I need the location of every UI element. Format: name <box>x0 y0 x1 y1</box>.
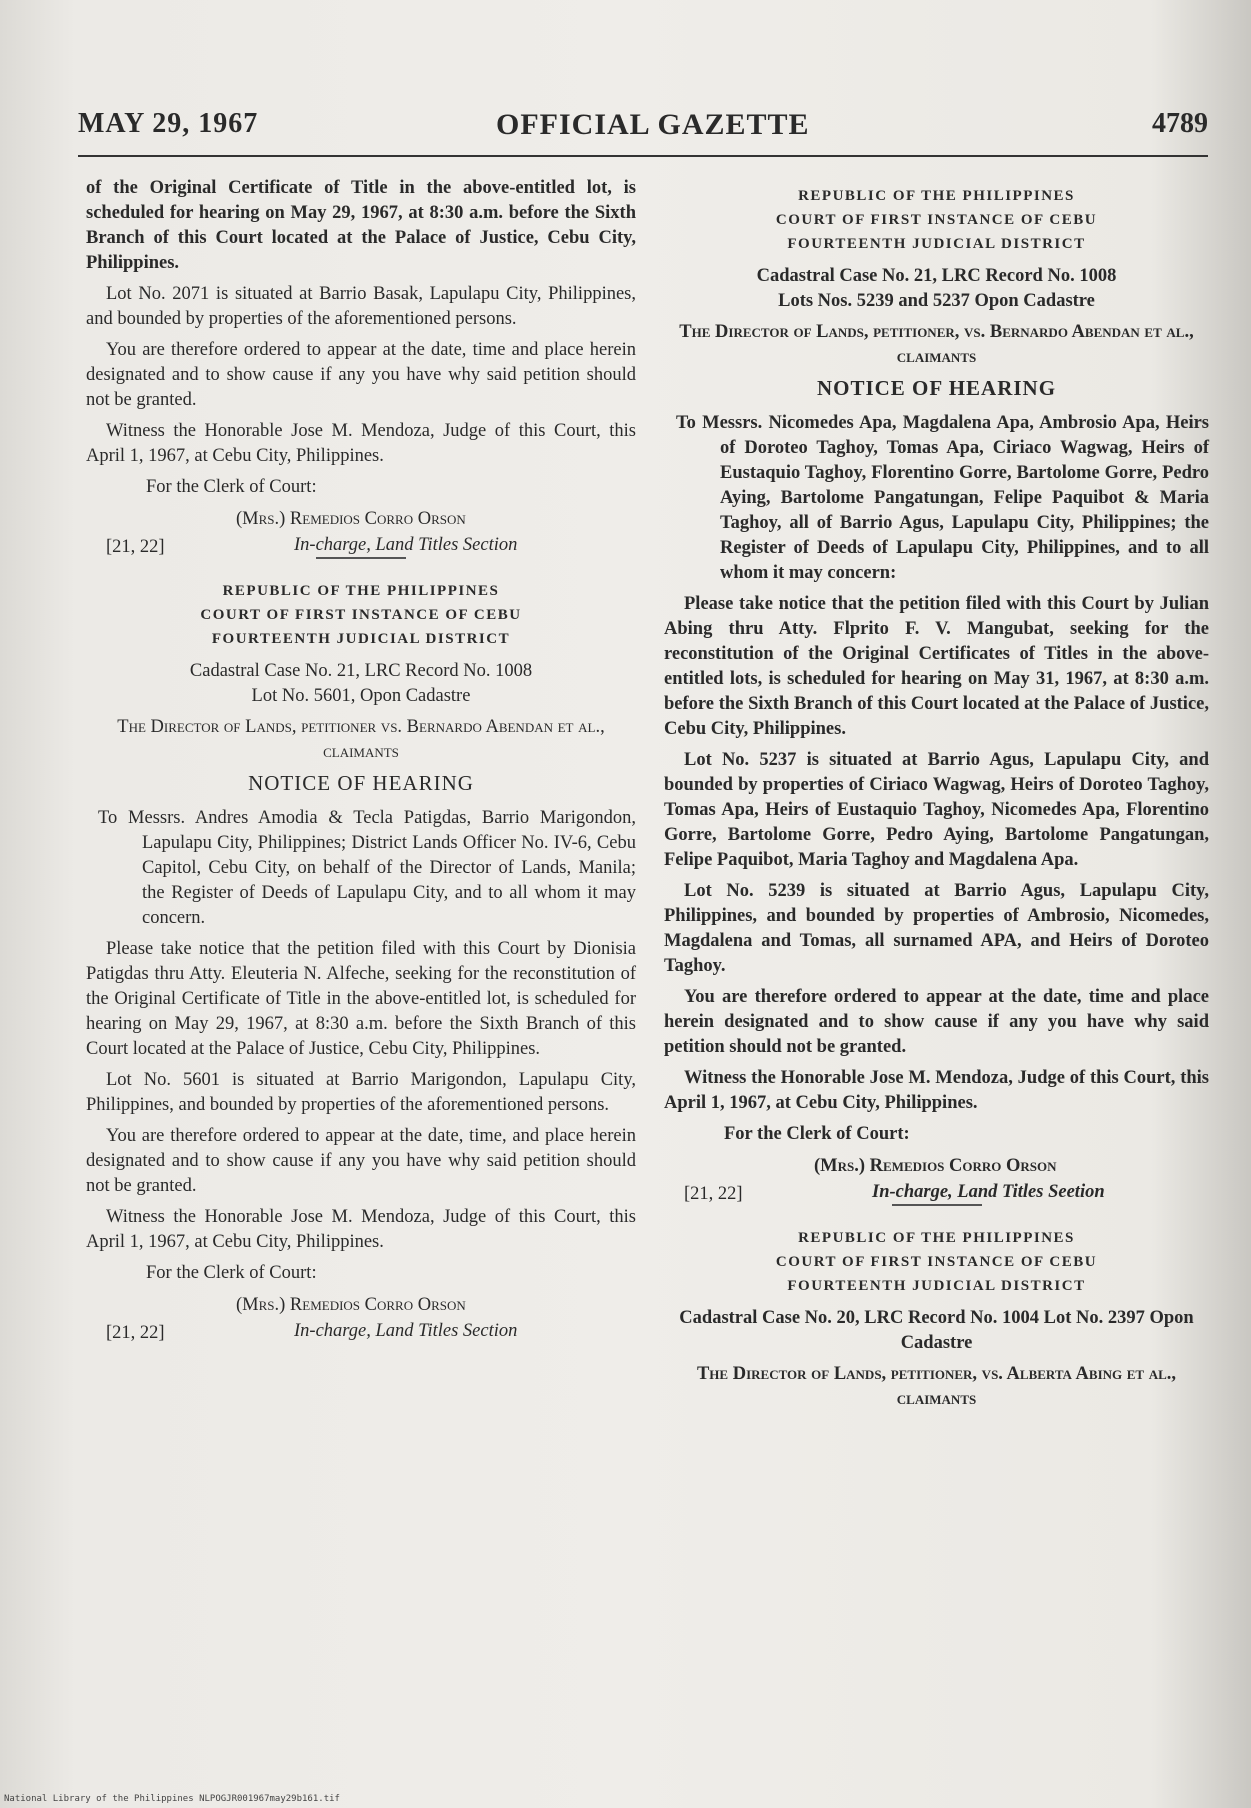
appearance-order: You are therefore ordered to appear at the date, time and place herein designated and to show cause if any you have why said petition should not be granted. <box>86 340 636 410</box>
notice-paragraph: Please take notice that the petition filed with this Court by Dionisia Patigdas thru Atty. Eleuteria N. Alfeche, seeking for the reconstitution of the Original Certificate of Title in the above-entitled lot, is scheduled for hearing on May 29, 1967, at 8:30 a.m. before the Sixth Branch of this Court located at the Palace of Justice, Cebu City, Philippines. <box>86 939 636 1059</box>
page-number: 4789 <box>1152 108 1208 139</box>
notice-title: NOTICE OF HEARING <box>248 771 474 795</box>
case-parties: The Director of Lands, petitioner, vs. Bernardo Abendan et al., claimants <box>679 322 1194 367</box>
lot-description: Lot No. 2071 is situated at Barrio Basak, Lapulapu City, Philippines, and bounded by properties of the aforementioned persons. <box>86 284 636 329</box>
header-date: MAY 29, 1967 <box>78 108 259 139</box>
header-rule <box>78 155 1208 157</box>
signature-ref: [21, 22] <box>106 1323 165 1343</box>
signature-ref: [21, 22] <box>684 1184 743 1204</box>
signature-name: (Mrs.) Remedios Corro Orson <box>236 1295 466 1315</box>
notice-header-republic: REPUBLIC OF THE PHILIPPINES <box>798 188 1075 204</box>
case-parties: The Director of Lands, petitioner vs. Bernardo Abendan et al., claimants <box>117 717 605 762</box>
right-column <box>664 184 1209 1418</box>
signature-block <box>86 1261 636 1343</box>
notice-header-district: FOURTEENTH JUDICIAL DISTRICT <box>211 631 511 647</box>
lot-description: Lot No. 5601 is situated at Barrio Marigondon, Lapulapu City, Philippines, and bounded by properties of the aforementioned persons. <box>86 1070 636 1115</box>
notice-recipients: To Messrs. Nicomedes Apa, Magdalena Apa, Ambrosio Apa, Heirs of Doroteo Taghoy, Tomas Apa, Ciriaco Wagwag, Heirs of Eustaquio Taghoy, Florentino Gorre, Bartolome Gorre, Pedro Aying, Bartolome Pangatungan, Felipe Paquibot & Maria Taghoy, all of Barrio Agus, Lapulapu City, Philippines; the Register of Deeds of Lapulapu City, Philippines, and to all whom it may concern: <box>676 413 1209 583</box>
notice-header-republic: REPUBLIC OF THE PHILIPPINES <box>798 1230 1075 1246</box>
scan-footer: National Library of the Philippines NLPOGJR001967may29b161.tif <box>4 1794 340 1804</box>
appearance-order: You are therefore ordered to appear at the date, time, and place herein designated and to show cause if any you have why said petition should not be granted. <box>86 1126 636 1196</box>
case-number: Cadastral Case No. 21, LRC Record No. 1008 <box>189 661 533 681</box>
signature-block <box>86 475 636 557</box>
signature-block <box>664 1122 1209 1204</box>
signature-clerk: For the Clerk of Court: <box>146 477 317 497</box>
header-title: OFFICIAL GAZETTE <box>496 108 810 141</box>
signature-section: In-charge, Land Titles Seetion <box>872 1182 1105 1202</box>
left-column <box>86 176 636 1343</box>
notice-header-court: COURT OF FIRST INSTANCE OF CEBU <box>775 1254 1098 1270</box>
lot-number: Lots Nos. 5239 and 5237 Opon Cadastre <box>778 291 1095 311</box>
signature-name: (Mrs.) Remedios Corro Orson <box>814 1156 1057 1176</box>
signature-name: (Mrs.) Remedios Corro Orson <box>236 509 466 529</box>
notice-header-court: COURT OF FIRST INSTANCE OF CEBU <box>200 607 522 623</box>
witness-paragraph: Witness the Honorable Jose M. Mendoza, Judge of this Court, this April 1, 1967, at Cebu City, Philippines. <box>86 421 636 466</box>
signature-section: In-charge, Land Titles Section <box>294 1321 518 1341</box>
lot-number: Lot No. 5601, Opon Cadastre <box>251 686 471 706</box>
witness-paragraph: Witness the Honorable Jose M. Mendoza, Judge of this Court, this April 1, 1967, at Cebu City, Philippines. <box>86 1207 636 1252</box>
notice-title: NOTICE OF HEARING <box>816 376 1057 400</box>
continued-paragraph: of the Original Certificate of Title in the above-entitled lot, is scheduled for hearing on May 29, 1967, at 8:30 a.m. before the Sixth Branch of this Court located at the Palace of Justice, Cebu City, Philippines. <box>86 178 636 273</box>
signature-clerk: For the Clerk of Court: <box>146 1263 317 1283</box>
lot-description: Lot No. 5237 is situated at Barrio Agus, Lapulapu City, and bounded by properties of Ciriaco Wagwag, Heirs of Doroteo Taghoy, Tomas Apa, Heirs of Eustaquio Taghoy, Nicomedes Apa, Florentino Gorre, Bartolome Gorre, Pedro Aying, Bartolome Pangatungan, Felipe Paquibot, Maria Taghoy and Magdalena Apa. <box>664 750 1209 870</box>
signature-section: In-charge, Land Titles Section <box>294 535 518 555</box>
signature-ref: [21, 22] <box>106 537 165 557</box>
notice-recipients: To Messrs. Andres Amodia & Tecla Patigdas, Barrio Marigondon, Lapulapu City, Philippines; District Lands Officer No. IV-6, Cebu Capitol, Cebu City, on behalf of the Director of Lands, Manila; the Register of Deeds of Lapulapu City, and to all whom it may concern. <box>98 808 636 928</box>
page-header <box>78 108 1208 148</box>
notice-header-district: FOURTEENTH JUDICIAL DISTRICT <box>787 236 1086 252</box>
signature-clerk: For the Clerk of Court: <box>724 1124 910 1144</box>
notice-header-district: FOURTEENTH JUDICIAL DISTRICT <box>787 1278 1086 1294</box>
appearance-order: You are therefore ordered to appear at the date, time and place herein designated and to show cause if any you have why said petition should not be granted. <box>664 987 1209 1057</box>
notice-paragraph: Please take notice that the petition filed with this Court by Julian Abing thru Atty. Flprito F. V. Mangubat, seeking for the reconstitution of the Original Certificates of Titles in the above-entitled lots, is scheduled for hearing on May 31, 1967, at 8:30 a.m. before the Sixth Branch of this Court located at the Palace of Justice, Cebu City, Philippines. <box>664 594 1209 739</box>
lot-description: Lot No. 5239 is situated at Barrio Agus, Lapulapu City, Philippines, and bounded by properties of Ambrosio, Nicomedes, Magdalena and Tomas, all surnamed APA, and Heirs of Doroteo Taghoy. <box>664 881 1209 976</box>
witness-paragraph: Witness the Honorable Jose M. Mendoza, Judge of this Court, this April 1, 1967, at Cebu City, Philippines. <box>664 1068 1209 1113</box>
case-number: Cadastral Case No. 21, LRC Record No. 1008 <box>756 266 1117 286</box>
notice-header-republic: REPUBLIC OF THE PHILIPPINES <box>222 583 500 599</box>
case-parties: The Director of Lands, petitioner, vs. Alberta Abing et al., claimants <box>696 1364 1177 1409</box>
notice-header-court: COURT OF FIRST INSTANCE OF CEBU <box>775 212 1098 228</box>
case-number: Cadastral Case No. 20, LRC Record No. 1004 Lot No. 2397 Opon Cadastre <box>679 1308 1194 1353</box>
